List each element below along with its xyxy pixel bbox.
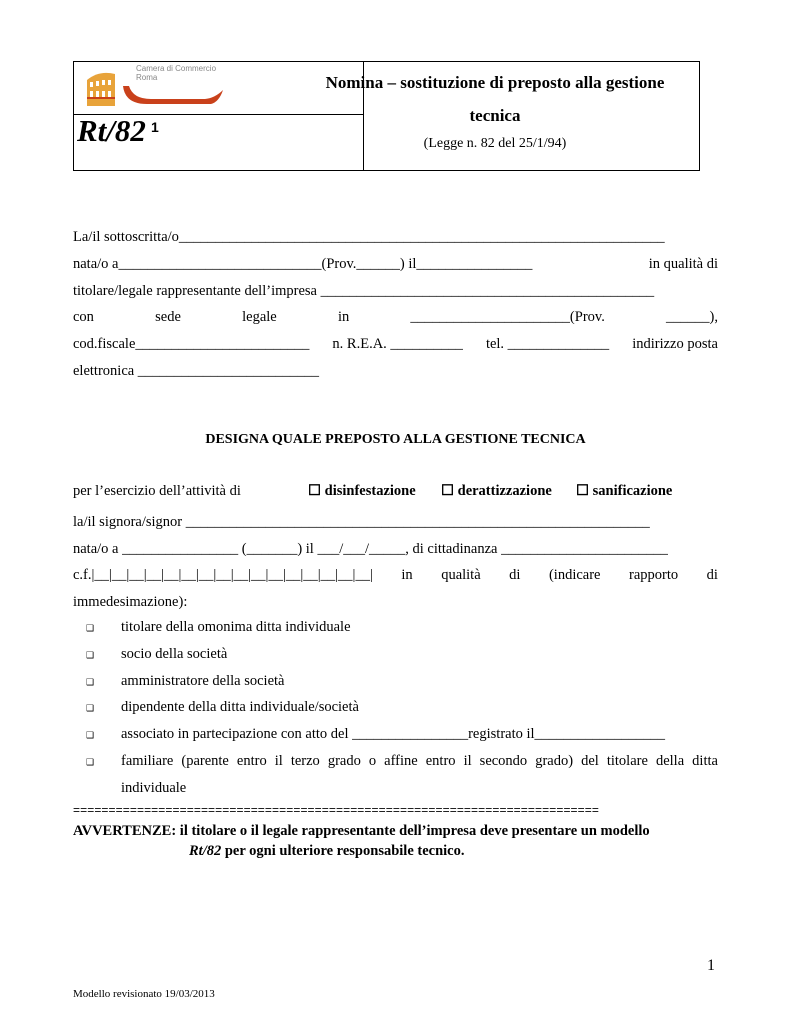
- field-rea[interactable]: n. R.E.A. __________: [332, 336, 463, 352]
- separator-line: ==========================================================================: [73, 803, 599, 817]
- word: qualità: [441, 567, 481, 583]
- option-socio: socio della società: [121, 646, 228, 662]
- word: entro: [425, 753, 456, 769]
- option-disinfestazione[interactable]: ☐ disinfestazione: [308, 483, 416, 499]
- word: il: [463, 753, 472, 769]
- word: legale: [242, 309, 277, 325]
- checkbox-dipendente[interactable]: ❑: [86, 704, 95, 714]
- word: entro: [236, 753, 267, 769]
- label-in-qualita: in qualità di: [648, 256, 718, 272]
- word: ditta: [692, 753, 718, 769]
- field-signor[interactable]: la/il signora/signor ________________________________________________________________: [73, 514, 650, 530]
- field-cf-row[interactable]: [73, 565, 718, 585]
- word: titolare: [606, 753, 648, 769]
- word: terzo: [290, 753, 320, 769]
- section-heading: DESIGNA QUALE PREPOSTO ALLA GESTIONE TECNICA: [205, 432, 586, 447]
- warning-line2: [189, 843, 465, 860]
- label-immedesimazione: immedesimazione):: [73, 594, 188, 610]
- option-dipendente: dipendente della ditta individuale/società: [121, 699, 359, 715]
- word: (parente: [181, 753, 229, 769]
- checkbox-socio[interactable]: ❑: [86, 651, 95, 661]
- field-sede-prov[interactable]: ______),: [666, 309, 718, 325]
- word: o: [368, 753, 377, 769]
- page-number: 1: [707, 957, 715, 974]
- field-sede[interactable]: ______________________(Prov.: [410, 309, 605, 325]
- warning-line2-text: per ogni ulteriore responsabile tecnico.: [221, 843, 465, 859]
- word: in: [337, 309, 350, 325]
- option-titolare: titolare della omonima ditta individuale: [121, 619, 351, 635]
- word: secondo: [479, 753, 528, 769]
- word: di: [509, 567, 521, 583]
- word: sede: [155, 309, 181, 325]
- word: rapporto: [629, 567, 679, 583]
- option-familiare: [121, 753, 718, 770]
- option-derattizzazione[interactable]: ☐ derattizzazione: [441, 483, 552, 499]
- checkbox-amministratore[interactable]: ❑: [86, 678, 95, 688]
- word: affine: [384, 753, 418, 769]
- field-nato-a-2[interactable]: nata/o a ________________ (_______) il ___/___/_____, di cittadinanza _______________________: [73, 541, 668, 557]
- word: (indicare: [548, 567, 601, 583]
- field-tel[interactable]: tel. ______________: [485, 336, 610, 352]
- checkbox-titolare[interactable]: ❑: [86, 624, 95, 634]
- logo-text-line1: Camera di Commercio: [136, 64, 217, 73]
- field-nato-a[interactable]: nata/o a____________________________(Prov.______) il________________: [73, 256, 533, 272]
- form-code: Rt/82: [77, 113, 146, 148]
- field-codfiscale-row[interactable]: [73, 334, 718, 354]
- checkbox-familiare[interactable]: ❑: [86, 758, 95, 768]
- field-sottoscritto[interactable]: La/il sottoscritta/o___________________________________________________________________: [73, 229, 665, 245]
- activity-label: per l’esercizio dell’attività di: [73, 483, 241, 499]
- word: con: [73, 309, 94, 325]
- word: del: [581, 753, 599, 769]
- word: della: [655, 753, 685, 769]
- warning-line1: AVVERTENZE: il titolare o il legale rappresentante dell’impresa deve presentare un modello: [73, 823, 650, 839]
- word: il: [274, 753, 283, 769]
- option-sanificazione[interactable]: ☐ sanificazione: [576, 483, 673, 499]
- field-cf[interactable]: c.f.|__|__|__|__|__|__|__|__|__|__|__|__|__|__|__|__|: [73, 567, 373, 583]
- document-title-line2: tecnica: [469, 106, 521, 125]
- field-email[interactable]: elettronica _________________________: [73, 363, 320, 379]
- warning-form-code: Rt/82: [189, 843, 222, 859]
- option-amministratore: amministratore della società: [121, 673, 285, 689]
- field-sede-row[interactable]: [73, 307, 718, 327]
- word: grado): [535, 753, 574, 769]
- word: grado: [327, 753, 361, 769]
- footer-revision: Modello revisionato 19/03/2013: [73, 988, 215, 1000]
- option-associato[interactable]: associato in partecipazione con atto del ________________registrato il__________________: [121, 726, 666, 742]
- field-impresa[interactable]: titolare/legale rappresentante dell’impresa ______________________________________________: [73, 283, 655, 299]
- checkbox-associato[interactable]: ❑: [86, 731, 95, 741]
- logo-text-line2: Roma: [136, 73, 158, 82]
- option-familiare-cont: individuale: [121, 780, 187, 796]
- word: familiare: [121, 753, 174, 769]
- document-title-line1: Nomina – sostituzione di preposto alla gestione: [325, 73, 665, 92]
- field-cod-fiscale[interactable]: cod.fiscale________________________: [73, 336, 310, 352]
- form-footnote-marker: 1: [151, 119, 159, 135]
- word: in: [401, 567, 413, 583]
- word: di: [706, 567, 718, 583]
- field-nato-a-row[interactable]: [73, 254, 718, 274]
- label-indirizzo-posta: indirizzo posta: [632, 336, 718, 352]
- document-subtitle: (Legge n. 82 del 25/1/94): [423, 136, 567, 151]
